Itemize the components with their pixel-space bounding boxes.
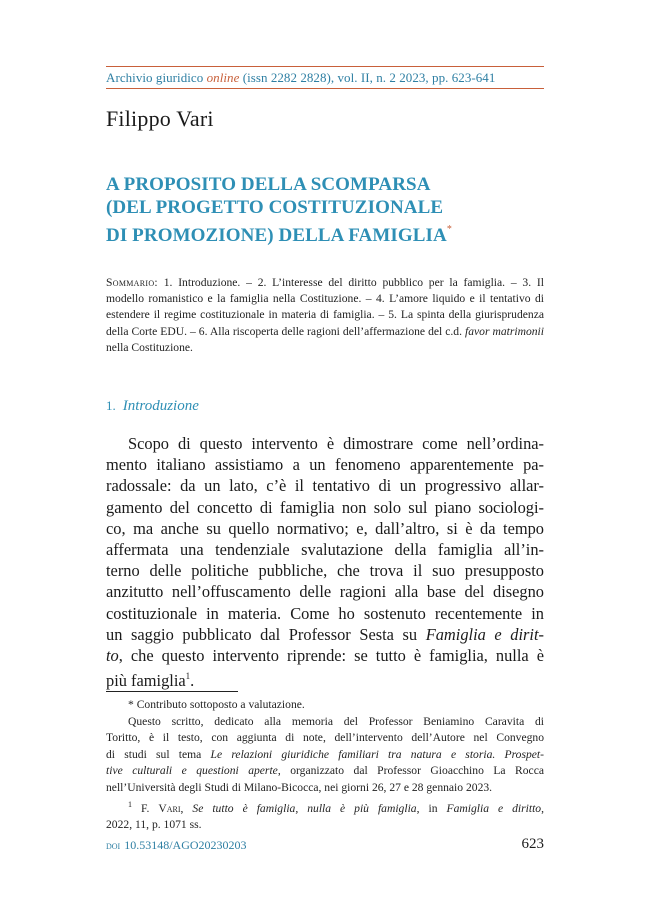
body-line-text: , che questo intervento riprende: se tutto è famiglia, nulla è bbox=[118, 646, 544, 666]
footnote-1-journal: Famiglia e diritto bbox=[446, 801, 542, 815]
section-heading bbox=[106, 398, 199, 415]
summary-italic-term: favor matrimonii bbox=[464, 324, 544, 338]
body-line bbox=[106, 666, 544, 691]
table-of-contents-summary bbox=[106, 275, 544, 356]
author-name: Filippo Vari bbox=[106, 106, 214, 131]
footnote-italic: tive culturali e questioni aperte bbox=[106, 764, 278, 778]
body-line: gamento del concetto di famiglia non solo sul piano sociologi- bbox=[106, 497, 544, 517]
body-line: terno delle politiche pubbliche, che trova il suo presupposto bbox=[106, 561, 544, 581]
doi-value: 10.53148/AGO20230203 bbox=[124, 838, 247, 852]
page-number: 623 bbox=[521, 836, 544, 852]
article-title bbox=[106, 174, 546, 248]
title-line bbox=[106, 219, 546, 248]
body-line-text: più famiglia bbox=[106, 671, 186, 691]
body-line: anzitutto nell’offuscamento delle ragioni alla base del disegno bbox=[106, 582, 544, 602]
footnote-1-text: , in bbox=[416, 801, 438, 815]
summary-label: Sommario: bbox=[106, 276, 158, 289]
body-italic-title: Famiglia e dirit- bbox=[425, 624, 544, 644]
body-line: affermata una tendenziale svalutazione della famiglia all’in- bbox=[106, 540, 544, 560]
footnote-1: $^1$ F. Vari, Se tutto è famiglia, nulla è più famiglia, in Famiglia e diritto, bbox=[128, 799, 544, 815]
footnote-1-end: , bbox=[541, 801, 544, 815]
journal-online-label: online bbox=[206, 70, 240, 85]
body-line: costituzionale in materia. Come ho sostenuto recentemente in bbox=[106, 603, 544, 623]
doi-link[interactable] bbox=[106, 838, 247, 853]
body-line: co, ma anche su quello normativo; e, dall’altro, si è da tempo bbox=[106, 518, 544, 538]
journal-name: Archivio giuridico bbox=[106, 70, 204, 85]
body-line: mento italiano assistiamo a un fenomeno apparentemente pa- bbox=[106, 455, 544, 475]
title-note-mark: * bbox=[446, 224, 452, 235]
footnote-1-title: Se tutto è famiglia, nulla è più famiglia bbox=[192, 801, 417, 815]
footnote-1-initial: F. bbox=[140, 801, 150, 815]
body-paragraph bbox=[106, 433, 544, 691]
footnote-star bbox=[106, 697, 544, 714]
footnote-italic: Le relazioni giuridiche familiari tra natura e storia. Prospet- bbox=[210, 747, 544, 761]
body-line: Scopo di questo intervento è dimostrare come nell’ordina- bbox=[128, 434, 544, 453]
footnote-line bbox=[106, 763, 544, 780]
body-line: radossale: da un lato, c’è il tentativo di un progressivo allar- bbox=[106, 476, 544, 496]
summary-text-end: nella Costituzione. bbox=[106, 340, 193, 354]
footnote-line: Questo scritto, dedicato alla memoria del Professor Beniamino Caravita di bbox=[128, 714, 544, 728]
footnote-divider bbox=[106, 691, 238, 692]
footnote-star-text: Contributo sottoposto a valutazione. bbox=[136, 698, 305, 711]
title-line-text: DI PROMOZIONE) DELLA FAMIGLIA bbox=[106, 225, 447, 246]
section-title: Introduzione bbox=[122, 398, 199, 414]
footnote-line: 2022, 11, p. 1071 ss. bbox=[106, 818, 202, 832]
body-line bbox=[106, 624, 544, 645]
footnotes bbox=[106, 697, 544, 834]
footnote-star-mark: * bbox=[128, 698, 134, 711]
journal-details: (issn 2282 2828), vol. II, n. 2 2023, pp. 623-641 bbox=[242, 70, 496, 85]
title-line: A PROPOSITO DELLA SCOMPARSA bbox=[106, 174, 431, 195]
footnote-1-mark: 1 bbox=[128, 799, 132, 809]
body-italic-title-end: to bbox=[106, 646, 119, 666]
section-number: 1. bbox=[106, 398, 116, 413]
footnote-line: nell’Università degli Studi di Milano-Bicocca, nei giorni 26, 27 e 28 gennaio 2023. bbox=[106, 780, 493, 794]
footnote-ref-1[interactable]: 1 bbox=[185, 671, 191, 682]
summary-text: 1. Introduzione. – 2. L’interesse del diritto pubblico per la famiglia. – 3. Il modello romanistico e la famiglia nella Costituzione. – 4. L’amore liquido e il tentativo di estendere il regime costituzionale in materia di famiglia. – 5. La spinta della giurisprudenza della Corte EDU. – 6. Alla riscoperta delle ragioni dell’affermazione del c.d. bbox=[106, 276, 544, 338]
doi-prefix: doi bbox=[106, 838, 121, 852]
running-head bbox=[106, 66, 544, 89]
body-line-text: un saggio pubblicato dal Professor Sesta su bbox=[106, 624, 418, 644]
body-line bbox=[106, 645, 544, 666]
footnote-text: di studi sul tema bbox=[106, 747, 202, 761]
footnote-line bbox=[106, 747, 544, 764]
footnote-text: , organizzato dal Professor Gioacchino La Rocca bbox=[277, 764, 544, 778]
title-line: (DEL PROGETTO COSTITUZIONALE bbox=[106, 196, 444, 218]
footnote-1-author: Vari bbox=[158, 801, 181, 815]
body-line-end: . bbox=[190, 671, 195, 691]
footnote-line: Toritto, è il testo, con aggiunta di note, dell’intervento dell’Autore nel Convegno bbox=[106, 731, 544, 745]
